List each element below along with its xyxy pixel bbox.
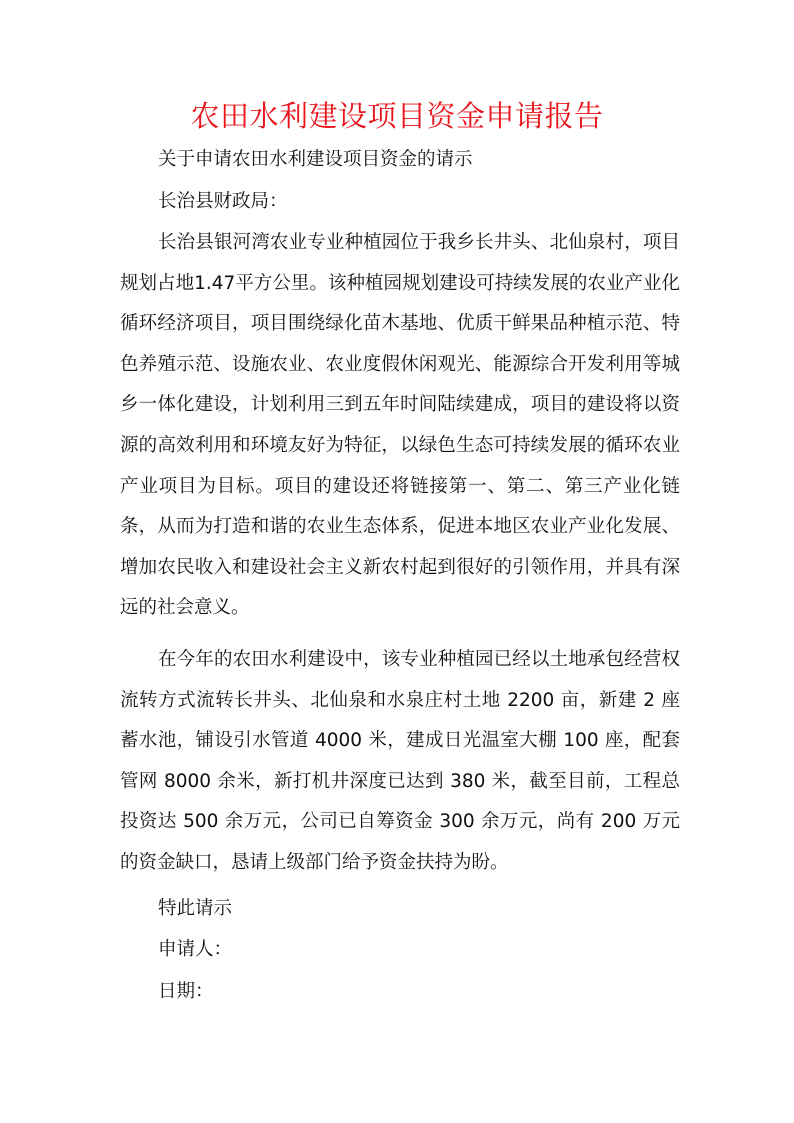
closing-text: 特此请示 [158, 898, 233, 919]
paragraph-project-description: 长治县银河湾农业专业种植园位于我乡长井头、北仙泉村，项目规划占地1.47平方公里。该种植园规划建设可持续发展的农业产业化循环经济项目，项目围绕绿化苗木基地、优质干鲜果品种植示范、特色养殖示范、设施农业、农业度假休闲观光、能源综合开发利用等城乡一体化建设，计划利用三到五年时间陆续建成，项目的建设将以资源的高效利用和环境友好为特征，以绿色生态可持续发展的循环农业产业项目为目标。项目的建设还将链接第一、第二、第三产业化链条，从而为打造和谐的农业生态体系，促进本地区农业产业化发展、增加农民收入和建设社会主义新农村起到很好的引领作用，并具有深远的社会意义。 [120, 232, 680, 619]
addressee: 长治县财政局： [158, 191, 288, 212]
applicant-label: 申请人： [158, 939, 233, 960]
date-label: 日期： [158, 981, 214, 1002]
paragraph-funding-request: 在今年的农田水利建设中，该专业种植园已经以土地承包经营权流转方式流转长井头、北仙泉和水泉庄村土地 2200 亩，新建 2 座蓄水池，铺设引水管道 4000 米，建成日光温室大棚 100 座，配套管网 8000 余米，新打机井深度已达到 380 米，截至目前，工程总投资达 500 余万元，公司已自筹资金 300 余万元，尚有 200 万元的资金缺口，恳请上级部门给予资金扶持为盼。 [120, 649, 680, 873]
document-subject: 关于申请农田水利建设项目资金的请示 [158, 149, 473, 170]
document-title: 农田水利建设项目资金申请报告 [190, 99, 604, 133]
